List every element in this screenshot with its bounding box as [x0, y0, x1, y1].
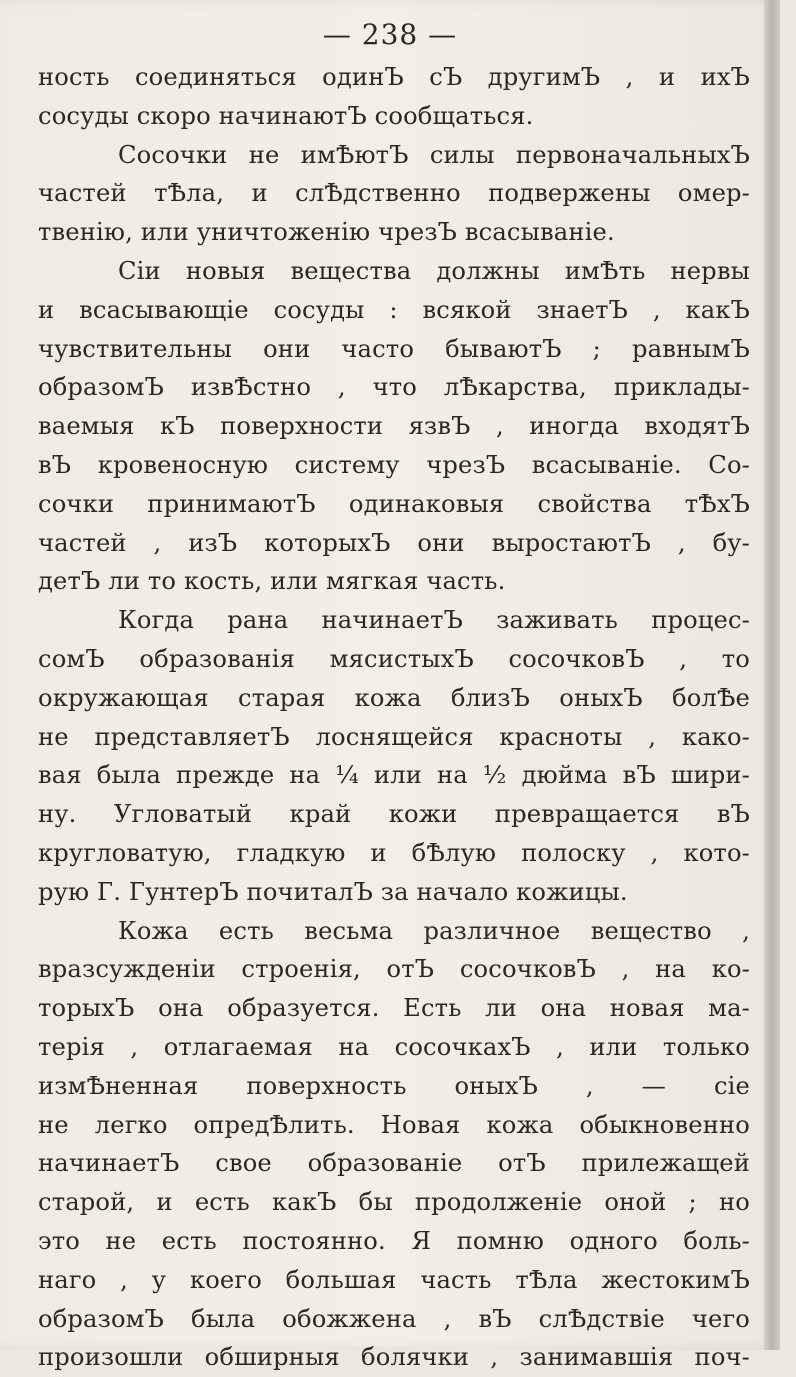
text-line: ну. Угловатый край кожи превращается вЪ [38, 800, 750, 829]
text-line: сочки принимаютЪ одинаковыя свойства тѢхЪ [38, 489, 750, 518]
text-line: не легко опредѢлить. Новая кожа обыкновенно [38, 1110, 750, 1139]
text-line: вЪ кровеносную систему чрезЪ всасываніе. Со- [38, 450, 750, 479]
text-line: сомЪ образованія мясистыхЪ сосочковЪ , то [38, 644, 750, 673]
page-text [38, 58, 750, 1377]
text-line: измѢненная поверхность оныхЪ , — сіе [38, 1071, 750, 1100]
text-line: Кожа есть весьма различное вещество , [118, 916, 750, 945]
page-edge-shadow [764, 0, 780, 1350]
text-line: произошли обширныя болячки , занимавшія поч- [38, 1343, 750, 1372]
text-line: образомЪ извѢстно , что лѢкарства, приклады- [38, 373, 750, 402]
text-line: ваемыя кЪ поверхности язвЪ , иногда входятЪ [38, 412, 750, 441]
text-line: рую Г. ГунтерЪ почиталЪ за начало кожицы. [38, 877, 628, 906]
text-line: вая была прежде на ¼ или на ½ дюйма вЪ шири- [38, 761, 750, 790]
text-line: старой, и есть какЪ бы продолженіе оной ; но [38, 1188, 750, 1217]
text-line: терія , отлагаемая на сосочкахЪ , или только [38, 1032, 750, 1061]
text-line: окружающая старая кожа близЪ оныхЪ болѢе [38, 683, 750, 712]
text-line: начинаетЪ свое образованіе отЪ прилежащей [38, 1149, 750, 1178]
text-line: частей , изЪ которыхЪ они выростаютЪ , бу- [38, 528, 750, 557]
text-line: наго , у коего большая часть тѢла жестокимЪ [38, 1265, 750, 1294]
text-line: ность соединяться одинЪ сЪ другимЪ , и ихЪ [38, 63, 750, 91]
page-number-header: — 238 — [322, 18, 458, 51]
text-line: это не есть постоянно. Я помню одного боль- [38, 1226, 750, 1255]
text-line: частей тѢла, и слѢдственно подвержены омер- [38, 179, 750, 208]
text-line: детЪ ли то кость, или мягкая часть. [38, 567, 506, 596]
text-line: Когда рана начинаетЪ заживать процес- [118, 606, 750, 635]
text-line: сосуды скоро начинаютЪ сообщаться. [38, 101, 534, 130]
text-line: твенію, или уничтоженію чрезЪ всасываніе. [38, 218, 615, 247]
text-line: чувствительны они часто бываютЪ ; равнымЪ [38, 334, 750, 363]
text-line: Сіи новыя вещества должны имѢть нервы [118, 256, 750, 285]
text-line: не представляетЪ лоснящейся красноты , како- [38, 722, 750, 751]
text-line: и всасывающіе сосуды : всякой знаетЪ , какЪ [38, 295, 750, 324]
text-line: кругловатую, гладкую и бѢлую полоску , кото- [38, 838, 750, 867]
text-line: образомЪ была обожжена , вЪ слѢдствіе чего [38, 1304, 750, 1333]
text-line: торыхЪ она образуется. Есть ли она новая ма- [38, 994, 750, 1023]
text-line: Сосочки не имѢютЪ силы первоначальныхЪ [118, 140, 750, 169]
text-line: вразсужденіи строенія, отЪ сосочковЪ , на ко- [38, 955, 750, 984]
